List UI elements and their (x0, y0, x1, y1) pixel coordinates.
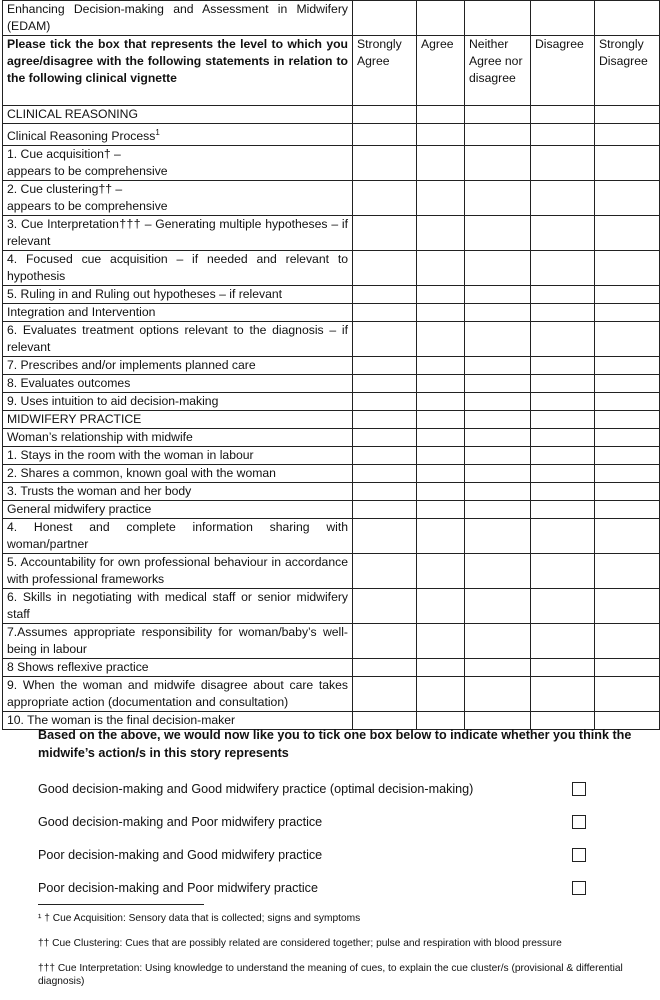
rating-cell[interactable] (353, 589, 417, 624)
rating-cell[interactable] (465, 181, 531, 216)
blank-cell (465, 501, 531, 519)
blank-cell (465, 429, 531, 447)
statement-line: 10. The woman is the final decision-maker (7, 713, 236, 728)
footnotes (38, 912, 654, 1000)
statement-text (3, 251, 353, 286)
rating-cell[interactable] (417, 659, 465, 677)
statement-text (3, 357, 353, 375)
judgement-option[interactable] (38, 805, 648, 838)
blank-cell (531, 124, 595, 146)
checkbox[interactable] (572, 881, 586, 895)
blank-cell (353, 1, 417, 36)
rating-cell[interactable] (353, 181, 417, 216)
statement-text (3, 483, 353, 501)
statement-text (3, 589, 353, 624)
rating-cell[interactable] (531, 393, 595, 411)
table-row (3, 181, 660, 216)
instruction-text: Please tick the box that represents the level to which you agree/disagree with the following statements in relation to the following clinical vignette (3, 36, 353, 106)
rating-cell[interactable] (595, 447, 660, 465)
footnote-3: ††† Cue Interpretation: Using knowledge to understand the meaning of cues, to explain the cue cluster/s (provisional & differential diagnosis) (38, 963, 623, 987)
rating-cell[interactable] (417, 146, 465, 181)
blank-cell (531, 429, 595, 447)
checkbox[interactable] (572, 782, 586, 796)
statement-line: 1. Cue acquisition† – (7, 147, 121, 162)
subsection-label (3, 124, 353, 146)
statement-text (3, 393, 353, 411)
blank-cell (353, 124, 417, 146)
statement-text (3, 624, 353, 659)
rating-cell[interactable] (417, 447, 465, 465)
statement-line: 4. Focused cue acquisition – if needed and relevant to hypothesis (7, 252, 348, 284)
blank-cell (595, 304, 660, 322)
checkbox[interactable] (572, 815, 586, 829)
statement-text (3, 146, 353, 181)
blank-cell (595, 501, 660, 519)
blank-cell (531, 411, 595, 429)
rating-cell[interactable] (465, 519, 531, 554)
statement-line: 1. Stays in the room with the woman in labour (7, 448, 254, 463)
blank-cell (595, 124, 660, 146)
blank-cell (465, 106, 531, 124)
edam-table (2, 0, 660, 730)
statement-text (3, 677, 353, 712)
rating-cell[interactable] (465, 483, 531, 501)
statement-line: 2. Cue clustering†† – (7, 182, 123, 197)
section-label (3, 411, 353, 429)
rating-cell[interactable] (465, 589, 531, 624)
rating-cell[interactable] (417, 357, 465, 375)
footnote-marker: 1 (155, 128, 160, 137)
overall-intro: Based on the above, we would now like you to tick one box below to indicate whether you think the midwife’s action/s in this story represents (38, 728, 632, 760)
overall-judgement (38, 726, 648, 904)
blank-cell (465, 411, 531, 429)
blank-cell (465, 304, 531, 322)
rating-cell[interactable] (595, 677, 660, 712)
subsection-row (3, 124, 660, 146)
table-row (3, 357, 660, 375)
rating-cell[interactable] (465, 393, 531, 411)
rating-cell[interactable] (353, 251, 417, 286)
rating-cell[interactable] (531, 322, 595, 357)
table-row (3, 216, 660, 251)
footnote-rule (38, 904, 204, 905)
table-row (3, 286, 660, 304)
blank-cell (465, 124, 531, 146)
rating-cell[interactable] (353, 465, 417, 483)
rating-cell[interactable] (417, 286, 465, 304)
rating-cell[interactable] (417, 483, 465, 501)
rating-cell[interactable] (353, 659, 417, 677)
table-row (3, 393, 660, 411)
blank-cell (595, 411, 660, 429)
rating-cell[interactable] (531, 659, 595, 677)
section-row (3, 411, 660, 429)
rating-cell[interactable] (417, 624, 465, 659)
statement-line: General midwifery practice (7, 502, 152, 517)
rating-cell[interactable] (417, 519, 465, 554)
rating-cell[interactable] (353, 357, 417, 375)
rating-cell[interactable] (595, 465, 660, 483)
rating-cell[interactable] (417, 589, 465, 624)
subsection-label (3, 429, 353, 447)
statement-line: 5. Accountability for own professional behaviour in accordance with professional frameworks (7, 555, 348, 587)
statement-line: appears to be comprehensive (7, 199, 168, 214)
subsection-label (3, 501, 353, 519)
option-label: Poor decision-making and Good midwifery practice (38, 847, 323, 862)
rating-cell[interactable] (595, 251, 660, 286)
rating-cell[interactable] (353, 554, 417, 589)
rating-cell[interactable] (595, 519, 660, 554)
rating-cell[interactable] (531, 251, 595, 286)
rating-cell[interactable] (465, 375, 531, 393)
statement-line: 3. Trusts the woman and her body (7, 484, 192, 499)
rating-cell[interactable] (595, 322, 660, 357)
rating-cell[interactable] (531, 624, 595, 659)
table-row (3, 624, 660, 659)
statement-line: 8 Shows reflexive practice (7, 660, 149, 675)
blank-cell (417, 124, 465, 146)
statement-line: CLINICAL REASONING (7, 107, 138, 121)
judgement-option[interactable] (38, 871, 648, 904)
statement-line: 4. Honest and complete information sharing with woman/partner (7, 520, 348, 552)
blank-cell (531, 501, 595, 519)
rating-cell[interactable] (417, 322, 465, 357)
statement-text (3, 286, 353, 304)
table-row (3, 251, 660, 286)
rating-cell[interactable] (531, 357, 595, 375)
rating-cell[interactable] (417, 251, 465, 286)
rating-cell[interactable] (531, 554, 595, 589)
rating-cell[interactable] (595, 286, 660, 304)
blank-cell (417, 429, 465, 447)
subsection-row (3, 304, 660, 322)
rating-cell[interactable] (417, 216, 465, 251)
judgement-option[interactable] (38, 838, 648, 871)
rating-cell[interactable] (465, 357, 531, 375)
title-row (3, 1, 660, 36)
subsection-row (3, 429, 660, 447)
col-disagree: Disagree (531, 36, 595, 106)
rating-cell[interactable] (353, 375, 417, 393)
rating-cell[interactable] (531, 146, 595, 181)
rating-cell[interactable] (353, 146, 417, 181)
table-row (3, 519, 660, 554)
option-label: Poor decision-making and Poor midwifery practice (38, 880, 318, 895)
statement-line: 6. Skills in negotiating with medical staff or senior midwifery staff (7, 590, 348, 622)
rating-cell[interactable] (417, 677, 465, 712)
rating-cell[interactable] (465, 677, 531, 712)
blank-cell (353, 411, 417, 429)
statement-line: MIDWIFERY PRACTICE (7, 412, 142, 427)
table-row (3, 375, 660, 393)
section-row (3, 106, 660, 124)
statement-line: 5. Ruling in and Ruling out hypotheses – if relevant (7, 287, 283, 302)
rating-cell[interactable] (595, 146, 660, 181)
option-label: Good decision-making and Good midwifery practice (optimal decision-making) (38, 781, 474, 796)
section-label (3, 106, 353, 124)
blank-cell (531, 106, 595, 124)
rating-cell[interactable] (531, 677, 595, 712)
blank-cell (417, 501, 465, 519)
rating-cell[interactable] (595, 216, 660, 251)
table-row (3, 589, 660, 624)
rating-cell[interactable] (465, 659, 531, 677)
blank-cell (353, 501, 417, 519)
statement-text (3, 181, 353, 216)
rating-cell[interactable] (417, 554, 465, 589)
statement-text (3, 375, 353, 393)
rating-cell[interactable] (595, 181, 660, 216)
statement-text (3, 322, 353, 357)
rating-cell[interactable] (595, 624, 660, 659)
judgement-option[interactable] (38, 772, 648, 805)
rating-cell[interactable] (595, 659, 660, 677)
statement-line: Integration and Intervention (7, 305, 156, 320)
rating-cell[interactable] (531, 375, 595, 393)
rating-cell[interactable] (353, 447, 417, 465)
footnote-1: ¹ † Cue Acquisition: Sensory data that is collected; signs and symptoms (38, 913, 361, 924)
rating-cell[interactable] (353, 677, 417, 712)
rating-cell[interactable] (417, 375, 465, 393)
rating-cell[interactable] (531, 216, 595, 251)
statement-line: appears to be comprehensive (7, 164, 168, 179)
statement-line: 7.Assumes appropriate responsibility for woman/baby’s well-being in labour (7, 625, 348, 657)
rating-cell[interactable] (417, 465, 465, 483)
rating-cell[interactable] (417, 181, 465, 216)
rating-cell[interactable] (465, 146, 531, 181)
statement-text (3, 519, 353, 554)
table-row (3, 659, 660, 677)
table-row (3, 483, 660, 501)
rating-cell[interactable] (465, 465, 531, 483)
rating-cell[interactable] (595, 375, 660, 393)
col-agree: Agree (417, 36, 465, 106)
statement-line: Woman’s relationship with midwife (7, 430, 193, 445)
col-strongly-agree: Strongly Agree (353, 36, 417, 106)
rating-cell[interactable] (595, 589, 660, 624)
statement-line: 3. Cue Interpretation††† – Generating multiple hypotheses – if relevant (7, 217, 348, 249)
rating-cell[interactable] (595, 393, 660, 411)
subsection-row (3, 501, 660, 519)
blank-cell (531, 1, 595, 36)
footnote-2: †† Cue Clustering: Cues that are possibly related are considered together; pulse and respiration with blood pressure (38, 938, 562, 949)
rating-cell[interactable] (353, 286, 417, 304)
table-row (3, 322, 660, 357)
blank-cell (595, 106, 660, 124)
rating-cell[interactable] (595, 357, 660, 375)
statement-text (3, 216, 353, 251)
subsection-label (3, 304, 353, 322)
rating-cell[interactable] (353, 393, 417, 411)
statement-line: 8. Evaluates outcomes (7, 376, 131, 391)
table-row (3, 447, 660, 465)
rating-cell[interactable] (465, 447, 531, 465)
blank-cell (595, 1, 660, 36)
rating-cell[interactable] (465, 554, 531, 589)
statement-line: 2. Shares a common, known goal with the woman (7, 466, 276, 481)
rating-cell[interactable] (531, 286, 595, 304)
header-row (3, 36, 660, 106)
table-title: Enhancing Decision-making and Assessment in Midwifery (EDAM) (3, 1, 353, 36)
blank-cell (353, 304, 417, 322)
rating-cell[interactable] (465, 286, 531, 304)
table-row (3, 677, 660, 712)
rating-cell[interactable] (531, 483, 595, 501)
rating-cell[interactable] (465, 322, 531, 357)
rating-cell[interactable] (531, 465, 595, 483)
statement-line: 7. Prescribes and/or implements planned care (7, 358, 256, 373)
blank-cell (465, 1, 531, 36)
rating-cell[interactable] (465, 251, 531, 286)
option-label: Good decision-making and Poor midwifery practice (38, 814, 323, 829)
statement-text (3, 465, 353, 483)
blank-cell (595, 429, 660, 447)
rating-cell[interactable] (465, 216, 531, 251)
col-neither: Neither Agree nor disagree (465, 36, 531, 106)
rating-cell[interactable] (531, 181, 595, 216)
table-row (3, 554, 660, 589)
statement-line: 9. When the woman and midwife disagree about care takes appropriate action (documentation and consultation) (7, 678, 348, 710)
statement-text (3, 447, 353, 465)
rating-cell[interactable] (353, 322, 417, 357)
rating-cell[interactable] (353, 483, 417, 501)
rating-cell[interactable] (531, 447, 595, 465)
blank-cell (353, 429, 417, 447)
statement-line: Clinical Reasoning Process (7, 129, 156, 144)
blank-cell (531, 304, 595, 322)
statement-line: 9. Uses intuition to aid decision-making (7, 394, 219, 409)
blank-cell (417, 411, 465, 429)
rating-cell[interactable] (465, 624, 531, 659)
blank-cell (417, 1, 465, 36)
table-row (3, 146, 660, 181)
rating-cell[interactable] (595, 554, 660, 589)
statement-text (3, 659, 353, 677)
rating-cell[interactable] (353, 519, 417, 554)
table-row (3, 465, 660, 483)
blank-cell (417, 304, 465, 322)
rating-cell[interactable] (531, 589, 595, 624)
rating-cell[interactable] (417, 393, 465, 411)
blank-cell (353, 106, 417, 124)
col-strongly-disagree: Strongly Disagree (595, 36, 660, 106)
rating-cell[interactable] (595, 483, 660, 501)
statement-text (3, 554, 353, 589)
rating-cell[interactable] (353, 216, 417, 251)
blank-cell (417, 106, 465, 124)
rating-cell[interactable] (531, 519, 595, 554)
checkbox[interactable] (572, 848, 586, 862)
rating-cell[interactable] (353, 624, 417, 659)
statement-line: 6. Evaluates treatment options relevant to the diagnosis – if relevant (7, 323, 348, 355)
